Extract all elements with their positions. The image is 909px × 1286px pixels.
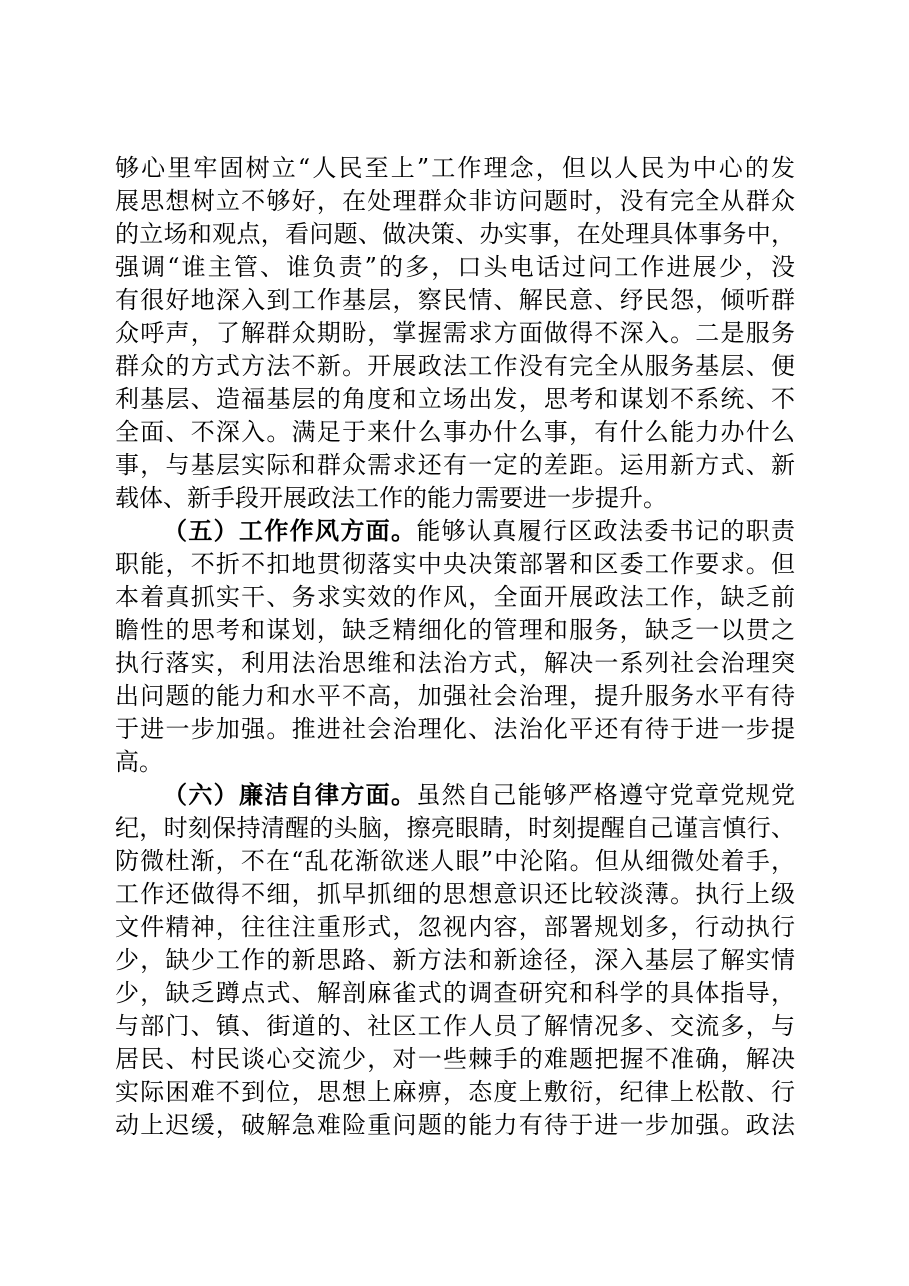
text-line: 本着真抓实干、务求实效的作风，全面开展政法工作，缺乏前 xyxy=(115,583,795,611)
text-line: 出问题的能力和水平不高，加强社会治理，提升服务水平有待 xyxy=(115,682,795,710)
text-line: 众呼声，了解群众期盼，掌握需求方面做得不深入。二是服务 xyxy=(115,319,795,347)
text-line: 少，缺少工作的新思路、新方法和新途径，深入基层了解实情 xyxy=(115,946,795,974)
text-line: 职能，不折不扣地贯彻落实中央决策部署和区委工作要求。但 xyxy=(115,550,795,578)
text-line: 有很好地深入到工作基层，察民情、解民意、纾民怨，倾听群 xyxy=(115,286,795,314)
text-run: 能够认真履行区政法委书记的职责 xyxy=(416,517,795,545)
text-run: 虽然自己能够严格遵守党章党规党 xyxy=(416,781,795,809)
text-line: 利基层、造福基层的角度和立场出发，思考和谋划不系统、不 xyxy=(115,385,795,413)
text-line: 实际困难不到位，思想上麻痹，态度上敷衍，纪律上松散、行 xyxy=(115,1078,795,1106)
section-heading-six: （六）廉洁自律方面。 xyxy=(163,780,417,809)
text-line: 高。 xyxy=(115,748,163,776)
text-line: 执行落实，利用法治思维和法治方式，解决一系列社会治理突 xyxy=(115,649,795,677)
text-line: 动上迟缓，破解急难险重问题的能力有待于进一步加强。政法 xyxy=(115,1111,795,1139)
text-line: 少，缺乏蹲点式、解剖麻雀式的调查研究和科学的具体指导， xyxy=(115,979,795,1007)
text-line: 全面、不深入。满足于来什么事办什么事，有什么能力办什么 xyxy=(115,418,795,446)
text-line: 的立场和观点，看问题、做决策、办实事，在处理具体事务中， xyxy=(115,220,795,248)
text-line: 工作还做得不细，抓早抓细的思想意识还比较淡薄。执行上级 xyxy=(115,880,795,908)
text-line-first xyxy=(163,515,795,547)
text-line: 事，与基层实际和群众需求还有一定的差距。运用新方式、新 xyxy=(115,451,795,479)
text-line: 与部门、镇、街道的、社区工作人员了解情况多、交流多，与 xyxy=(115,1012,795,1040)
text-line: 载体、新手段开展政法工作的能力需要进一步提升。 xyxy=(115,484,667,512)
text-line: 于进一步加强。推进社会治理化、法治化平还有待于进一步提 xyxy=(115,715,795,743)
section-heading-five: （五）工作作风方面。 xyxy=(163,516,417,545)
text-line-first xyxy=(163,779,795,811)
text-line: 展思想树立不够好，在处理群众非访问题时，没有完全从群众 xyxy=(115,187,795,215)
text-line: 纪，时刻保持清醒的头脑，擦亮眼睛，时刻提醒自己谨言慎行、 xyxy=(115,814,795,842)
text-line: 居民、村民谈心交流少，对一些棘手的难题把握不准确，解决 xyxy=(115,1045,795,1073)
text-line: 防微杜渐，不在“乱花渐欲迷人眼”中沦陷。但从细微处着手， xyxy=(115,847,795,875)
text-line: 群众的方式方法不新。开展政法工作没有完全从服务基层、便 xyxy=(115,352,795,380)
text-line: 瞻性的思考和谋划，缺乏精细化的管理和服务，缺乏一以贯之 xyxy=(115,616,795,644)
text-line: 强调“谁主管、谁负责”的多，口头电话过问工作进展少，没 xyxy=(115,253,795,281)
text-line: 文件精神，往往注重形式，忽视内容，部署规划多，行动执行 xyxy=(115,913,795,941)
text-line: 够心里牢固树立“人民至上”工作理念，但以人民为中心的发 xyxy=(115,154,795,182)
